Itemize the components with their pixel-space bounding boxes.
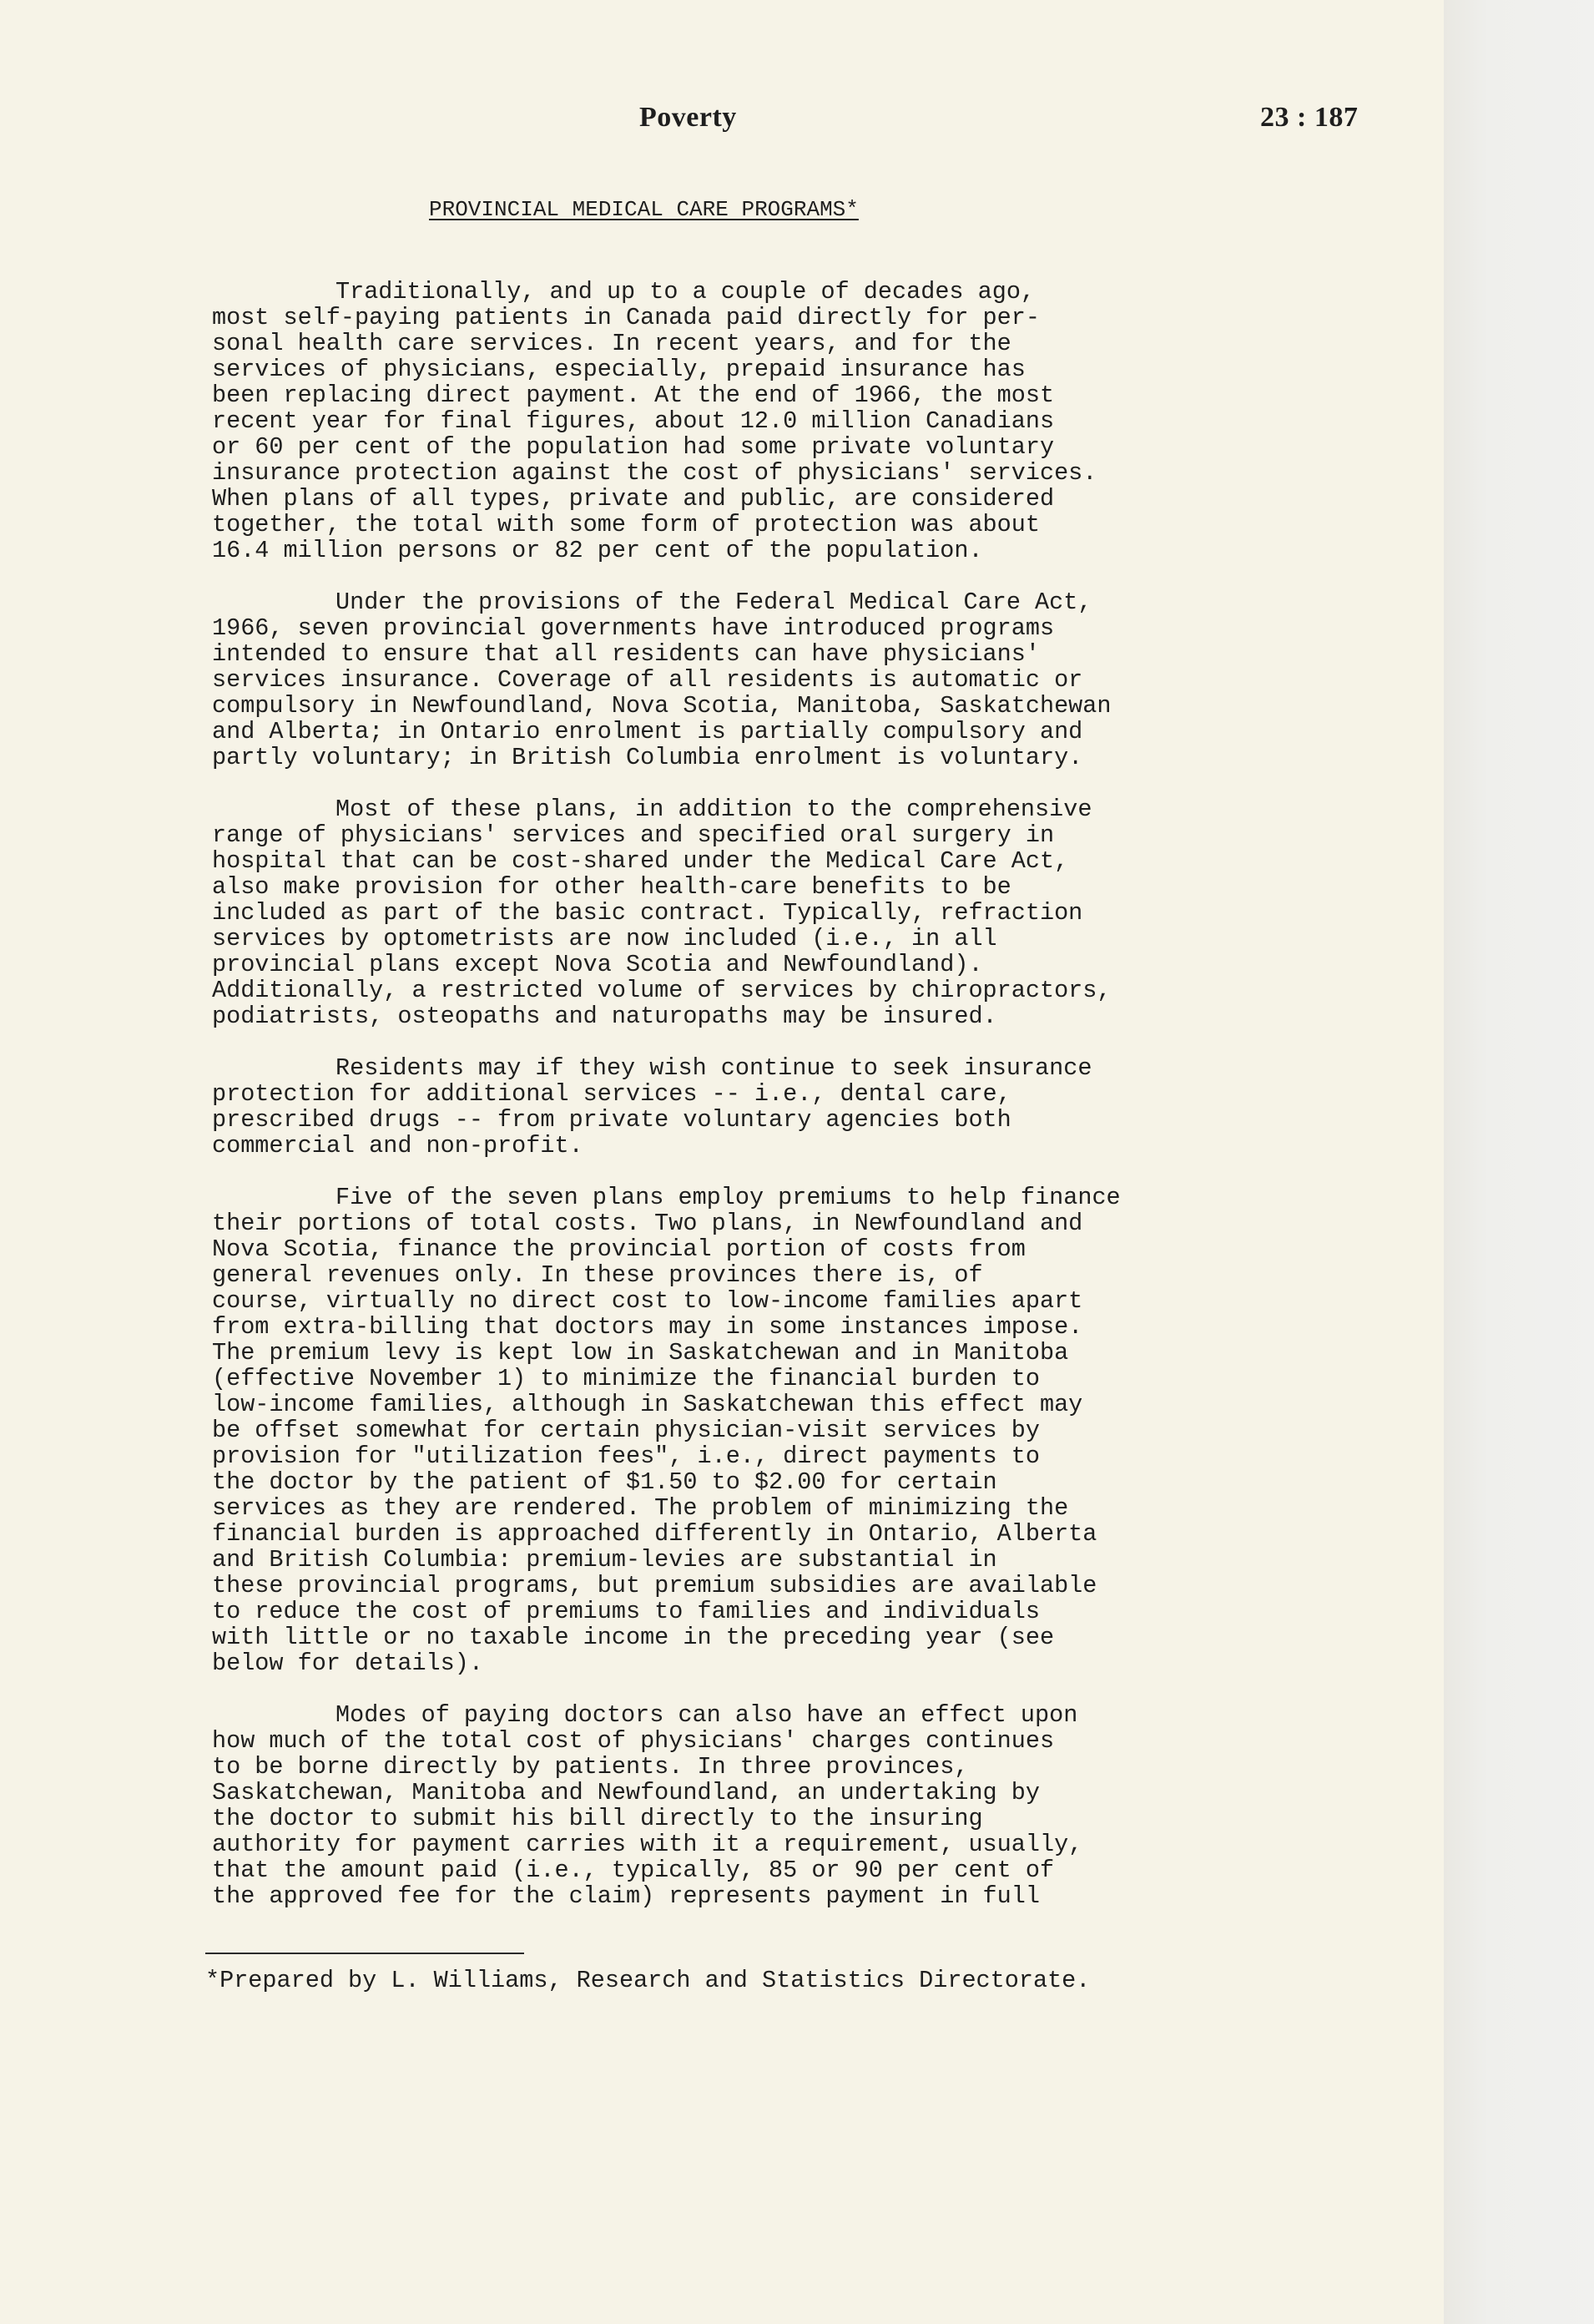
paragraph-3: Most of these plans, in addition to the comprehensive range of physicians' services and specified oral surgery in hospital that can be cost-shared under the Medical Care Act, also make provision for other health-care benefits to be included as part of the basic contract. Typically, refraction services by optometrists are now included (i.e., in all provincial plans except Nova Scotia and Newfoundland). Additionally, a restricted volume of services by chiropractors, podiatrists, osteopaths and naturopaths may be insured. [212, 796, 1112, 1030]
scan-margin [1444, 0, 1594, 2324]
paragraph-2: Under the provisions of the Federal Medical Care Act, 1966, seven provincial governments have introduced programs intended to ensure that all residents can have physicians' services insurance. Coverage of all residents is automatic or compulsory in Newfoundland, Nova Scotia, Manitoba, Saskatchewan and Alberta; in Ontario enrolment is partially compulsory and partly voluntary; in British Columbia enrolment is voluntary. [212, 589, 1112, 771]
paragraph-4: Residents may if they wish continue to seek insurance protection for additional services -- i.e., dental care, prescribed drugs -- from private voluntary agencies both commercial and non-profit. [212, 1054, 1092, 1159]
paragraph-5: Five of the seven plans employ premiums to help finance their portions of total costs. Two plans, in Newfoundland and Nova Scotia, finance the provincial portion of costs from general revenues only. In these provinces there is, of course, virtually no direct cost to low-income families apart from extra-billing that doctors may in some instances impose. The premium levy is kept low in Saskatchewan and in Manitoba (effective November 1) to minimize the financial burden to low-income families, although in Saskatchewan this effect may be offset somewhat for certain physician-visit services by provision for "utilization fees", i.e., direct payments to the doctor by the patient of $1.50 to $2.00 for certain services as they are rendered. The problem of minimizing the financial burden is approached differently in Ontario, Alberta and British Columbia: premium-levies are substantial in these provincial programs, but premium subsidies are available to reduce the cost of premiums to families and individuals with little or no taxable income in the preceding year (see below for details). [212, 1184, 1121, 1677]
footnote: *Prepared by L. Williams, Research and Statistics Directorate. [205, 1967, 1091, 1994]
paragraph-1: Traditionally, and up to a couple of decades ago, most self-paying patients in Canada paid directly for per- sonal health care services. In recent years, and for the services of physicians, especially, prepaid insurance has been replacing direct payment. At the end of 1966, the most recent year for final figures, about 12.0 million Canadians or 60 per cent of the population had some private voluntary insurance protection against the cost of physicians' services. When plans of all types, private and public, are considered together, the total with some form of protection was about 16.4 million persons or 82 per cent of the population. [212, 278, 1097, 564]
page-number: 23 : 187 [1260, 102, 1359, 133]
paragraph-6: Modes of paying doctors can also have an effect upon how much of the total cost of physicians' charges continues to be borne directly by patients. In three provinces, Saskatchewan, Manitoba and Newfoundland, an undertaking by the doctor to submit his bill directly to the insuring authority for payment carries with it a requirement, usually, that the amount paid (i.e., typically, 85 or 90 per cent of the approved fee for the claim) represents payment in full [212, 1701, 1083, 1910]
footnote-divider [205, 1953, 524, 1954]
section-title: PROVINCIAL MEDICAL CARE PROGRAMS* [429, 197, 859, 222]
running-header-title: Poverty [639, 102, 737, 133]
body-text [212, 279, 1414, 1935]
